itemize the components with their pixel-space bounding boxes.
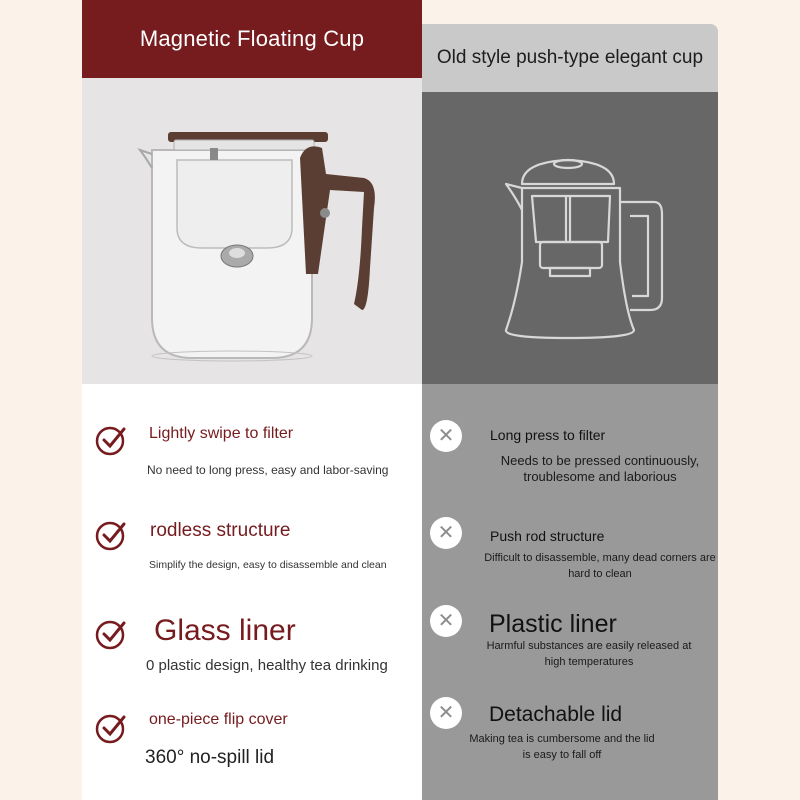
- feature-title: rodless structure: [150, 520, 291, 541]
- feature-title: one-piece flip cover: [149, 711, 288, 728]
- old-style-cup-panel: [422, 24, 718, 800]
- check-circle-icon: [94, 711, 128, 745]
- magnetic-cup-panel: [82, 0, 422, 800]
- check-circle-icon: [94, 617, 128, 651]
- check-circle-icon: [94, 518, 128, 552]
- feature-title: Push rod structure: [490, 528, 605, 544]
- magnetic-cup-title: Magnetic Floating Cup: [82, 0, 422, 78]
- feature-title: Long press to filter: [490, 427, 606, 443]
- feature-subtitle: 360° no-spill lid: [145, 747, 275, 768]
- feature-title: Detachable lid: [489, 703, 623, 726]
- feature-subtitle: Making tea is cumbersome and the lid is easy to fall off: [469, 733, 655, 761]
- x-circle-icon: ✕: [430, 605, 462, 637]
- feature-title: Plastic liner: [489, 610, 617, 638]
- x-circle-icon: ✕: [430, 420, 462, 452]
- feature-subtitle: No need to long press, easy and labor-saving: [147, 463, 389, 477]
- x-circle-icon: ✕: [430, 517, 462, 549]
- feature-subtitle: 0 plastic design, healthy tea drinking: [146, 657, 388, 674]
- glass-teapot-image: [82, 78, 422, 384]
- feature-subtitle: Needs to be pressed continuously, troublesome and laborious: [500, 453, 700, 484]
- glass-teapot-photo: [82, 78, 422, 384]
- feature-title: Glass liner: [154, 614, 296, 647]
- push-type-cup-outline: [422, 92, 718, 384]
- push-type-cup-drawing: [422, 92, 718, 384]
- feature-subtitle: Difficult to disassemble, many dead corners are hard to clean: [484, 552, 716, 580]
- feature-subtitle: Harmful substances are easily released at high temperatures: [486, 640, 692, 668]
- feature-subtitle: Simplify the design, easy to disassemble and clean: [149, 559, 387, 571]
- feature-title: Lightly swipe to filter: [149, 425, 294, 442]
- old-style-cup-title: Old style push-type elegant cup: [422, 24, 718, 92]
- check-circle-icon: [94, 423, 128, 457]
- x-circle-icon: ✕: [430, 697, 462, 729]
